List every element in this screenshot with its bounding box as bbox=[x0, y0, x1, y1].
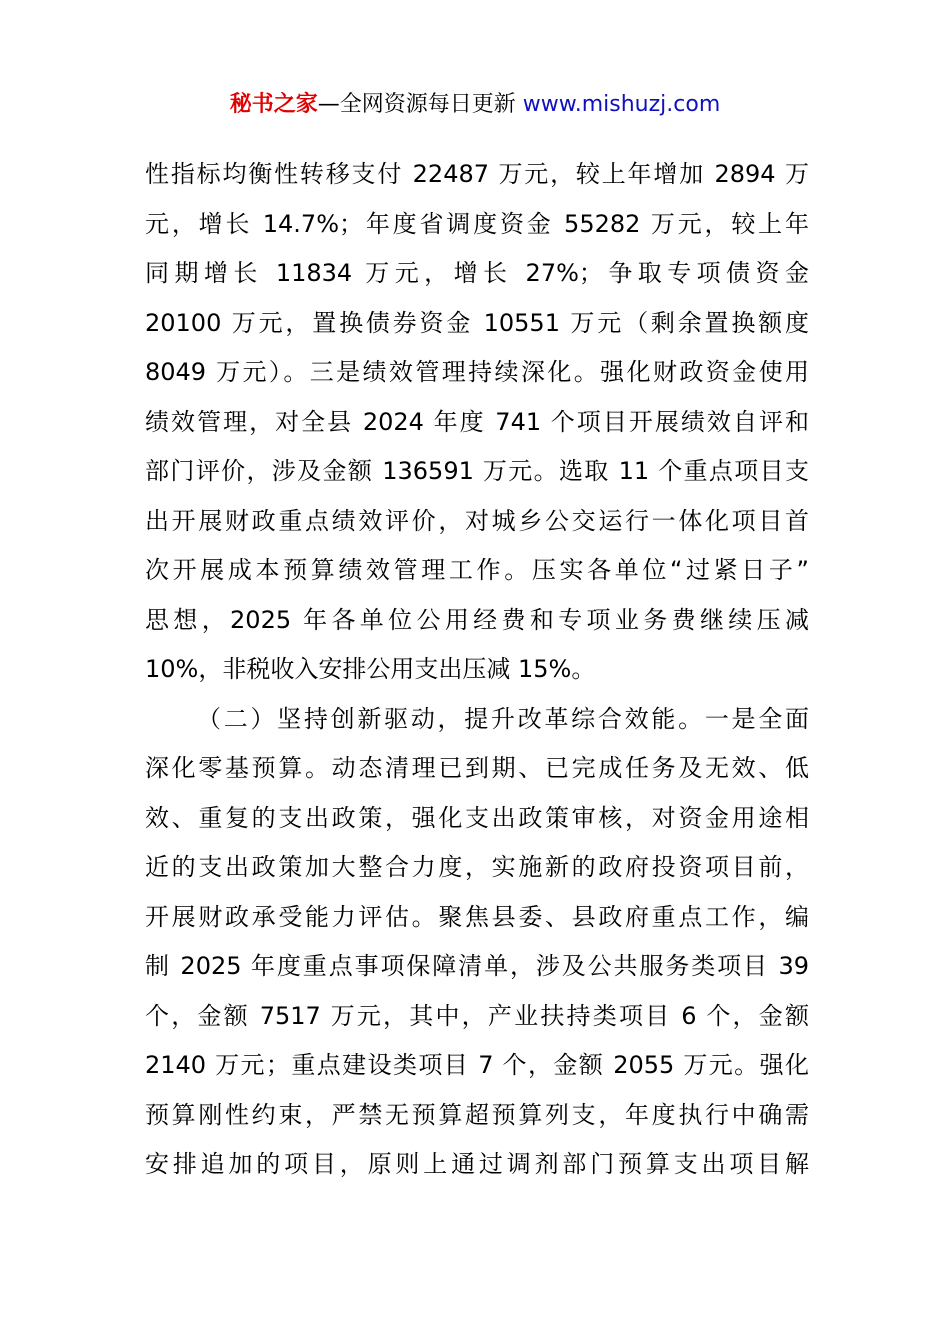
text-line: 近的支出政策加大整合力度，实施新的政府投资项目前， bbox=[145, 853, 809, 881]
text-line: 次开展成本预算绩效管理工作。压实各单位“过紧日子” bbox=[145, 556, 809, 584]
document-header bbox=[0, 88, 950, 122]
paragraph-end-line: 10%，非税收入安排公用支出压减 15%。 bbox=[145, 655, 596, 683]
text-line: 8049 万元）。三是绩效管理持续深化。强化财政资金使用 bbox=[145, 358, 809, 386]
brand-name: 秘书之家 bbox=[229, 92, 318, 117]
text-line: 性指标均衡性转移支付 22487 万元，较上年增加 2894 万 bbox=[145, 160, 809, 188]
text-line: 制 2025 年度重点事项保障清单，涉及公共服务类项目 39 bbox=[145, 952, 809, 980]
text-line: 同期增长 11834 万元，增长 27%；争取专项债资金 bbox=[145, 259, 809, 287]
text-line: 思想，2025 年各单位公用经费和专项业务费继续压减 bbox=[145, 605, 809, 634]
text-line: 2140 万元；重点建设类项目 7 个，金额 2055 万元。强化 bbox=[145, 1051, 809, 1079]
text-line: 绩效管理，对全县 2024 年度 741 个项目开展绩效自评和 bbox=[145, 407, 809, 436]
header-tagline: —全网资源每日更新 bbox=[317, 92, 523, 117]
text-line: 元，增长 14.7%；年度省调度资金 55282 万元，较上年 bbox=[145, 209, 809, 238]
document-body bbox=[145, 150, 809, 1190]
site-url-link[interactable]: www.mishuzj.com bbox=[522, 92, 721, 117]
text-line: 开展财政承受能力评估。聚焦县委、县政府重点工作，编 bbox=[145, 902, 809, 931]
text-line: 预算刚性约束，严禁无预算超预算列支，年度执行中确需 bbox=[145, 1100, 809, 1129]
text-line: 出开展财政重点绩效评价，对城乡公交运行一体化项目首 bbox=[145, 506, 809, 535]
text-line: 效、重复的支出政策，强化支出政策审核，对资金用途相 bbox=[145, 803, 809, 832]
text-line: 部门评价，涉及金额 136591 万元。选取 11 个重点项目支 bbox=[145, 457, 809, 485]
text-line: 个，金额 7517 万元，其中，产业扶持类项目 6 个，金额 bbox=[145, 1001, 809, 1030]
text-line: 安排追加的项目，原则上通过调剂部门预算支出项目解 bbox=[145, 1150, 809, 1178]
section-heading-line: （二）坚持创新驱动，提升改革综合效能。一是全面 bbox=[197, 704, 809, 733]
text-line: 深化零基预算。动态清理已到期、已完成任务及无效、低 bbox=[145, 754, 809, 782]
text-line: 20100 万元，置换债券资金 10551 万元（剩余置换额度 bbox=[145, 308, 809, 337]
